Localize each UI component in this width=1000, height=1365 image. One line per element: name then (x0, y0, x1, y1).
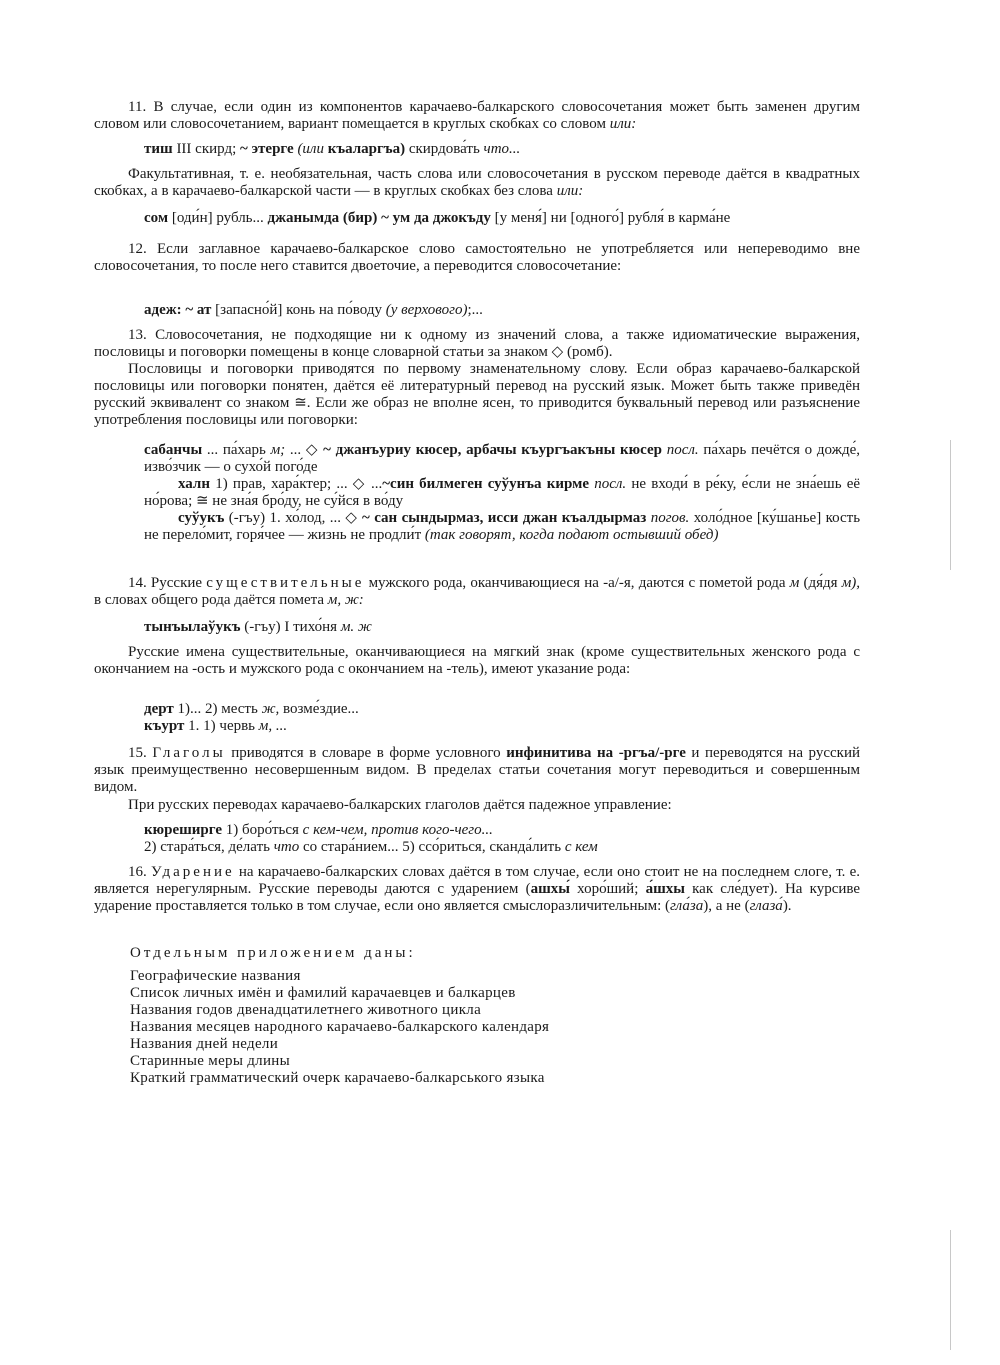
rule-13-text: 13. Словосочетания, не подходящие ни к одному из значений слова, а также идиоматические выражения, пословицы и поговорки помещены в конце словарной статьи за знаком ◇ (ромб). (94, 327, 860, 360)
proverb-phrase: ~син билмеген суўунъа кирме (382, 476, 590, 492)
example-note: с кем-чем, против кого-чего... (302, 822, 493, 838)
stress-example-italic: гла́за (670, 898, 704, 914)
rule-15-example-2 (144, 839, 860, 856)
example-note: что... (483, 141, 521, 157)
appendix-heading: Отдельным приложением даны: (130, 945, 416, 961)
list-item: Названия дней недели (130, 1036, 279, 1052)
gender-mark: ж, (261, 701, 280, 717)
example-text: 1) прав, хара́ктер; ... ◇ ... (215, 476, 383, 492)
rule-15-text-2: и переводятся на русский язык преимущественно несовершенным видом. В пределах статьи сочетания могут переводиться и совершенным видом. (94, 745, 860, 795)
example-text: III скирд; (176, 141, 237, 157)
example-phrase: джанымда (бир) ~ ум да джокъду (267, 210, 491, 226)
rule-16-text: хоро́ший; (577, 881, 639, 897)
proverb-phrase: ~ джанъуриу кюсер, арбачы къургъакъны кюсер (323, 442, 662, 458)
example-translation: возме́здие... (283, 701, 359, 717)
example-text: 1. 1) червь (188, 718, 256, 734)
stress-example-bold: а́шхы (645, 881, 685, 897)
example-headword: халн (178, 476, 210, 492)
proverb-example-1 (144, 442, 860, 476)
rule-11-text: 11. В случае, если один из компонентов карачаево-балкарского словосочетания может быть заменен другим словом или словосочетанием, вариант помещается в круглых скобках со словом (94, 99, 860, 132)
proverb-translation: не входи́ в ре́ку, е́сли не зна́ешь её но́рова; ≅ не зна́я бро́ду, не су́йся в во́ду (144, 476, 861, 509)
rule-14-example-3 (144, 718, 860, 735)
rule-14-text: мужского рода, оканчивающиеся на -а/-я, даются с пометой рода (368, 575, 786, 591)
example-headword: суўукъ (178, 510, 225, 526)
tilde-sign: ~ (240, 141, 248, 157)
proverb-example-3 (144, 510, 860, 544)
rule-14-example-word: (дя́дя (803, 575, 838, 591)
example-text: 1)... 2) месть (177, 701, 258, 717)
list-item: Названия месяцев народного карачаево-балкарского календаря (130, 1019, 550, 1035)
gender-mark: м, ... (258, 718, 288, 734)
rule-15-text-3: При русских переводах карачаево-балкарских глаголов даётся падежное управление: (128, 797, 672, 813)
example-headword: адеж: ~ ат (144, 302, 212, 318)
proverb-example-2 (144, 476, 860, 510)
rule-16-lead: 16. (128, 864, 147, 880)
rule-16-text: ). (782, 898, 792, 914)
gender-mark: м (789, 575, 800, 591)
proverb-phrase: ~ сан сындырмаз, исси джан къалдырмаз (362, 510, 647, 526)
rule-14-example (144, 619, 860, 636)
list-item: Названия годов двенадцатилетнего животного цикла (130, 1002, 482, 1018)
example-headword: сабанчы (144, 442, 203, 458)
rule-14-paragraph (94, 575, 860, 609)
example-text: ;... (467, 302, 483, 318)
rule-11-keyword: или: (609, 116, 637, 132)
example-note: (или (297, 141, 324, 157)
example-text: (-гъу) 1. хо́лод, ... ◇ (228, 510, 358, 526)
list-item: Краткий грамматический очерк карачаево-балкарського языка (130, 1070, 545, 1086)
scan-edge-line (950, 1230, 951, 1350)
proverb-mark: погов. (650, 510, 690, 526)
gender-mark: м, ж: (327, 592, 364, 608)
proverb-mark: посл. (666, 442, 699, 458)
list-item: Географические названия (130, 968, 301, 984)
example-phrase: этерге (251, 141, 294, 157)
example-text: [оди́н] рубль... (171, 210, 264, 226)
gender-mark: м), (841, 575, 861, 591)
rule-16-spaced-term: Ударение (150, 864, 235, 880)
example-translation: [у меня́] ни [одного́] рубля́ в карма́не (494, 210, 731, 226)
rule-15-spaced-term: Глаголы (152, 745, 226, 761)
rule-16-text: на карачаево-балкарских словах даётся в том случае, если оно стоит не на последнем слоге, т. е. является нерегулярным. Русские переводы даются с ударением ( (94, 864, 861, 897)
example-text: 1) боро́ться (225, 822, 299, 838)
rule-16-text: как сле́дует). На курсиве ударение проставляется только в том случае, если оно является смыслоразличительным: ( (94, 881, 861, 914)
rule-14-paragraph-2 (94, 644, 860, 678)
example-note: что (273, 839, 300, 855)
example-headword: кюреширге (144, 822, 223, 838)
example-headword: тиш (144, 141, 173, 157)
example-note: с кем (564, 839, 598, 855)
rule-15-example (144, 822, 860, 839)
example-headword: сом (144, 210, 169, 226)
stress-example-bold: ашхы́ (530, 881, 570, 897)
example-translation: скирдова́ть (408, 141, 480, 157)
proverb-translation: па́харь печётся о дожде́, изво́зчик — о сухо́й пого́де (144, 442, 861, 475)
rule-13-paragraph (94, 327, 860, 361)
example-text: ... па́харь (206, 442, 266, 458)
gender-mark: м; (270, 442, 286, 458)
example-headword: тынъылаўукъ (144, 619, 241, 635)
rule-16-text: ), а не ( (703, 898, 750, 914)
appendix-list (130, 945, 830, 1087)
rule-14-text-3: Русские имена существительные, оканчивающиеся на мягкий знак (кроме существительных женского рода с окончанием на -ость и мужского рода с окончанием на -тель), имеют указание рода: (94, 644, 860, 677)
rule-11-example (144, 141, 860, 158)
list-item: Старинные меры длины (130, 1053, 290, 1069)
rule-12-text: 12. Если заглавное карачаево-балкарское слово самостоятельно не употребляется или непереводимо вне словосочетания, то после него ставится двоеточие, а переводится словосочетание: (94, 241, 860, 274)
rule-14-text-2: в словах общего рода даётся помета (94, 592, 325, 608)
proverb-mark: посл. (594, 476, 627, 492)
example-text: со стара́нием... 5) ссо́риться, сканда́лить (302, 839, 562, 855)
example-headword: дерт (144, 701, 174, 717)
rule-12-example (144, 302, 860, 319)
optional-part-paragraph (94, 166, 860, 200)
gender-mark: м. ж (340, 619, 372, 635)
rule-11-paragraph (94, 99, 860, 133)
stress-example-italic: глаза́ (749, 898, 783, 914)
example-headword: къурт (144, 718, 185, 734)
rule-15-bold-term: инфинитива на -ргъа/-рге (506, 745, 686, 761)
optional-part-keyword: или: (556, 183, 584, 199)
scan-edge-line (950, 440, 951, 570)
example-translation: [запасно́й] конь на по́воду (215, 302, 382, 318)
optional-part-example (144, 210, 860, 227)
rule-14-lead: 14. Русские (128, 575, 203, 591)
rule-15-paragraph (94, 745, 860, 796)
example-note: (у верхового) (385, 302, 468, 318)
rule-13-paragraph-2 (94, 361, 860, 429)
rule-14-example-2 (144, 701, 860, 718)
rule-14-spaced-term: существительные (206, 575, 365, 591)
proverb-translation: холо́дное [ку́шанье] кость не перело́мит, горя́чее — жизнь не продли́т (144, 510, 861, 543)
example-text: ... ◇ (289, 442, 319, 458)
rule-15-text: приводятся в словаре в форме условного (231, 745, 501, 761)
example-text: 2) стара́ться, де́лать (144, 839, 270, 855)
rule-15-paragraph-2 (94, 797, 860, 814)
rule-16-paragraph (94, 864, 860, 915)
list-item: Список личных имён и фамилий карачаевцев и балкарцев (130, 985, 516, 1001)
optional-part-text: Факультативная, т. е. необязательная, часть слова или словосочетания в русском переводе даётся в квадратных скобках, а в карачаево-балкарской части — в круглых скобках без слова (94, 166, 860, 199)
proverb-note: (так говорят, когда подают остывший обед) (424, 527, 719, 543)
example-variant: къаларгъа) (327, 141, 406, 157)
rule-13-text-2: Пословицы и поговорки приводятся по первому знаменательному слову. Если образ карачаево-балкарской пословицы или поговорки понятен, даётся её литературный перевод на русский язык. Может быть также приведён русский эквивалент со знаком ≅. Если же образ не вполне ясен, то приводится буквальный перевод или разъяснение употребления пословицы или поговорки: (94, 361, 860, 428)
example-translation: (-гъу) I тихо́ня (244, 619, 338, 635)
rule-15-lead: 15. (128, 745, 147, 761)
rule-12-paragraph (94, 241, 860, 275)
